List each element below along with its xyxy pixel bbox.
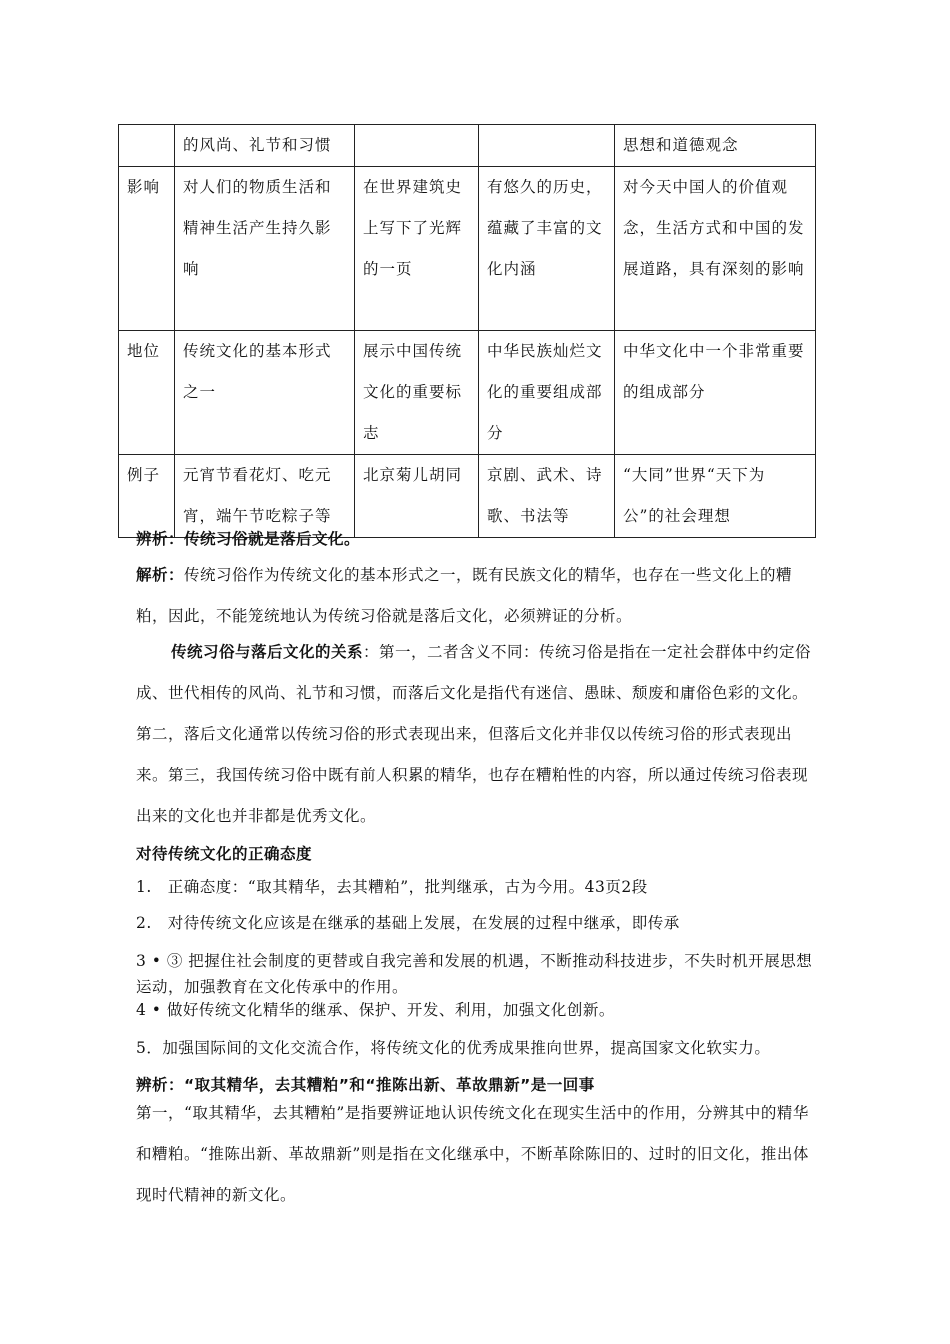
table-cell: 有悠久的历史，蕴藏了丰富的文化内涵 — [479, 167, 615, 331]
analysis-paragraph — [136, 555, 816, 637]
relation-label: 传统习俗与落后文化的关系 — [171, 643, 364, 661]
table-cell: 传统文化的基本形式之一 — [175, 331, 355, 455]
table-cell: 的风尚、礼节和习惯 — [175, 125, 355, 167]
table-cell: 京剧、武术、诗歌、书法等 — [479, 455, 615, 538]
comparison-table — [118, 124, 816, 538]
attitude-item: 4 • 做好传统文化精华的继承、保护、开发、利用，加强文化创新。 — [136, 1001, 615, 1019]
attitude-item: 3 • ③ 把握住社会制度的更替或自我完善和发展的机遇，不断推动科技进步，不失时机开展思想运动，加强教育在文化传承中的作用。 — [136, 952, 813, 996]
attitude-heading: 对待传统文化的正确态度 — [136, 845, 313, 863]
table-cell: 展示中国传统文化的重要标志 — [355, 331, 479, 455]
table-cell: 北京菊儿胡同 — [355, 455, 479, 538]
table-cell — [355, 125, 479, 167]
table-row — [119, 331, 816, 455]
table-cell: 中华民族灿烂文化的重要组成部分 — [479, 331, 615, 455]
attitude-item: 2. 对待传统文化应该是在继承的基础上发展，在发展的过程中继承，即传承 — [136, 914, 680, 932]
relation-text: ：第一，二者含义不同：传统习俗是指在一定社会群体中约定俗成、世代相传的风尚、礼节和习惯，而落后文化是指代有迷信、愚昧、颓废和庸俗色彩的文化。第二，落后文化通常以传统习俗的形式表现出来，但落后文化并非仅以传统习俗的形式表现出来。第三，我国传统习俗中既有前人积累的精华，也存在糟粕性的内容，所以通过传统习俗表现出来的文化也并非都是优秀文化。 — [136, 643, 812, 825]
analysis2-paragraph: 第一，“取其精华，去其糟粕”是指要辨证地认识传统文化在现实生活中的作用，分辨其中的精华和糟粕。“推陈出新、革故鼎新”则是指在文化继承中，不断革除陈旧的、过时的旧文化，推出体现时代精神的新文化。 — [136, 1104, 809, 1204]
row-header: 例子 — [119, 455, 175, 538]
analysis2-heading: 辨析：“取其精华，去其糟粕”和“推陈出新、革故鼎新”是一回事 — [136, 1076, 595, 1094]
analysis-heading: 辨析：传统习俗就是落后文化。 — [136, 530, 361, 548]
table-cell: 在世界建筑史上写下了光辉的一页 — [355, 167, 479, 331]
table-cell: 对今天中国人的价值观念，生活方式和中国的发展道路，具有深刻的影响 — [615, 167, 816, 331]
table-cell: 元宵节看花灯、吃元宵，端午节吃粽子等 — [175, 455, 355, 538]
table-cell: 中华文化中一个非常重要的组成部分 — [615, 331, 816, 455]
analysis-text: 传统习俗作为传统文化的基本形式之一，既有民族文化的精华，也存在一些文化上的糟粕，因此，不能笼统地认为传统习俗就是落后文化，必须辨证的分析。 — [136, 566, 793, 625]
attitude-item: 1. 正确态度：“取其精华，去其糟粕”，批判继承，古为今用。43页2段 — [136, 878, 648, 896]
row-header: 地位 — [119, 331, 175, 455]
table-cell: 对人们的物质生活和精神生活产生持久影响 — [175, 167, 355, 331]
table-row — [119, 125, 816, 167]
relation-paragraph — [136, 632, 816, 837]
table-cell: 思想和道德观念 — [615, 125, 816, 167]
row-header: 影响 — [119, 167, 175, 331]
table-row — [119, 455, 816, 538]
table-cell — [479, 125, 615, 167]
attitude-item: 5．加强国际间的文化交流合作，将传统文化的优秀成果推向世界，提高国家文化软实力。 — [136, 1039, 771, 1057]
table-cell: “大同”世界“天下为公”的社会理想 — [615, 455, 816, 538]
table-row — [119, 167, 816, 331]
row-header — [119, 125, 175, 167]
analysis-label: 解析： — [136, 566, 185, 584]
